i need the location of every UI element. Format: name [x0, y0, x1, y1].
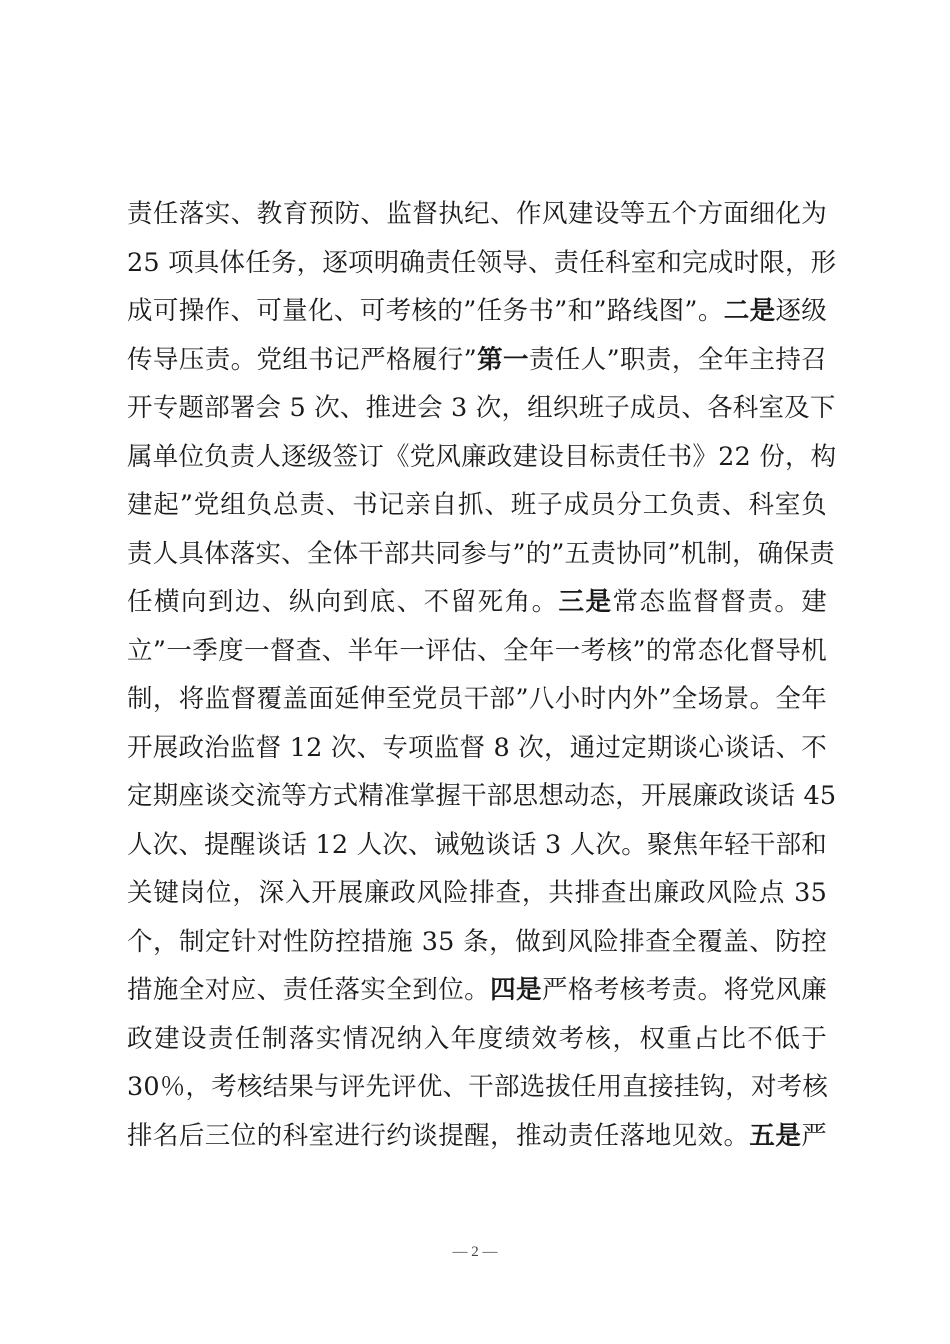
text-line	[127, 966, 827, 1015]
text-segment: 排名后三位的科室进行约谈提醒，推动责任落地见效。	[127, 1120, 750, 1151]
body-paragraph	[127, 190, 837, 1160]
text-segment: 开展政治监督 12 次、专项监督 8 次，通过定期谈心谈话、不	[127, 732, 827, 763]
text-line	[127, 627, 827, 676]
text-segment: 逐级	[775, 296, 827, 326]
text-segment: 立”一季度一督查、半年一评估、全年一考核”的常态化督导机	[127, 635, 827, 666]
text-segment: 建起”党组负总责、书记亲自抓、班子成员分工负责、科室负	[127, 490, 827, 520]
bold-text-segment: 四是	[490, 975, 542, 1005]
bold-text-segment: 五是	[749, 1120, 802, 1151]
text-segment: 任横向到边、纵向到底、不留死角。	[127, 587, 559, 617]
text-line	[127, 1015, 827, 1064]
text-line	[127, 336, 827, 385]
text-segment: 制，将监督覆盖面延伸至党员干部”八小时内外”全场景。全年	[127, 684, 827, 714]
text-line	[127, 724, 827, 773]
text-segment: 属单位负责人逐级签订《党风廉政建设目标责任书》22 份，构	[127, 441, 837, 472]
text-segment: 25 项具体任务，逐项明确责任领导、责任科室和完成时限，形	[127, 247, 837, 278]
text-segment: 责任落实、教育预防、监督执纪、作风建设等五个方面细化为	[127, 199, 827, 229]
text-segment: 传导压责。党组书记严格履行”	[127, 344, 477, 375]
text-segment: 责人具体落实、全体干部共同参与”的”五责协同”机制，确保责	[127, 538, 835, 569]
text-segment: 政建设责任制落实情况纳入年度绩效考核，权重占比不低于	[127, 1023, 827, 1054]
text-line	[127, 1063, 827, 1112]
text-line	[127, 772, 837, 821]
text-segment: 措施全对应、责任落实全到位。	[127, 975, 491, 1005]
text-segment: 定期座谈交流等方式精准掌握干部思想动态，开展廉政谈话 45	[127, 781, 837, 811]
text-line	[127, 1112, 827, 1161]
bold-text-segment: 第一	[476, 344, 529, 375]
text-line	[127, 481, 827, 530]
text-line	[127, 190, 827, 239]
text-line	[127, 821, 827, 870]
text-line	[127, 287, 827, 336]
text-segment: 成可操作、可量化、可考核的”任务书”和”路线图”。	[127, 296, 724, 326]
text-line	[127, 578, 827, 627]
bold-text-segment: 三是	[558, 587, 613, 617]
text-line	[127, 530, 835, 579]
text-segment: 开专题部署会 5 次、推进会 3 次，组织班子成员、各科室及下	[127, 393, 836, 423]
text-segment: 严	[801, 1120, 827, 1151]
text-line	[127, 239, 837, 288]
text-line	[127, 918, 827, 967]
text-segment: 个，制定针对性防控措施 35 条，做到风险排查全覆盖、防控	[127, 926, 827, 957]
text-line	[127, 869, 827, 918]
text-segment: 30％，考核结果与评先评优、干部选拔任用直接挂钩，对考核	[127, 1072, 829, 1102]
text-segment: 责任人”职责，全年主持召	[528, 344, 828, 375]
text-line	[127, 675, 827, 724]
text-segment: 常态监督督责。建	[612, 587, 827, 617]
text-line	[127, 384, 836, 433]
text-segment: 人次、提醒谈话 12 人次、诫勉谈话 3 人次。聚焦年轻干部和	[127, 829, 827, 860]
bold-text-segment: 二是	[723, 296, 776, 326]
page-number: — 2 —	[452, 1244, 498, 1260]
text-line	[127, 433, 837, 482]
text-segment: 关键岗位，深入开展廉政风险排查，共排查出廉政风险点 35	[127, 878, 827, 908]
text-segment: 严格考核考责。将党风廉	[541, 975, 827, 1005]
